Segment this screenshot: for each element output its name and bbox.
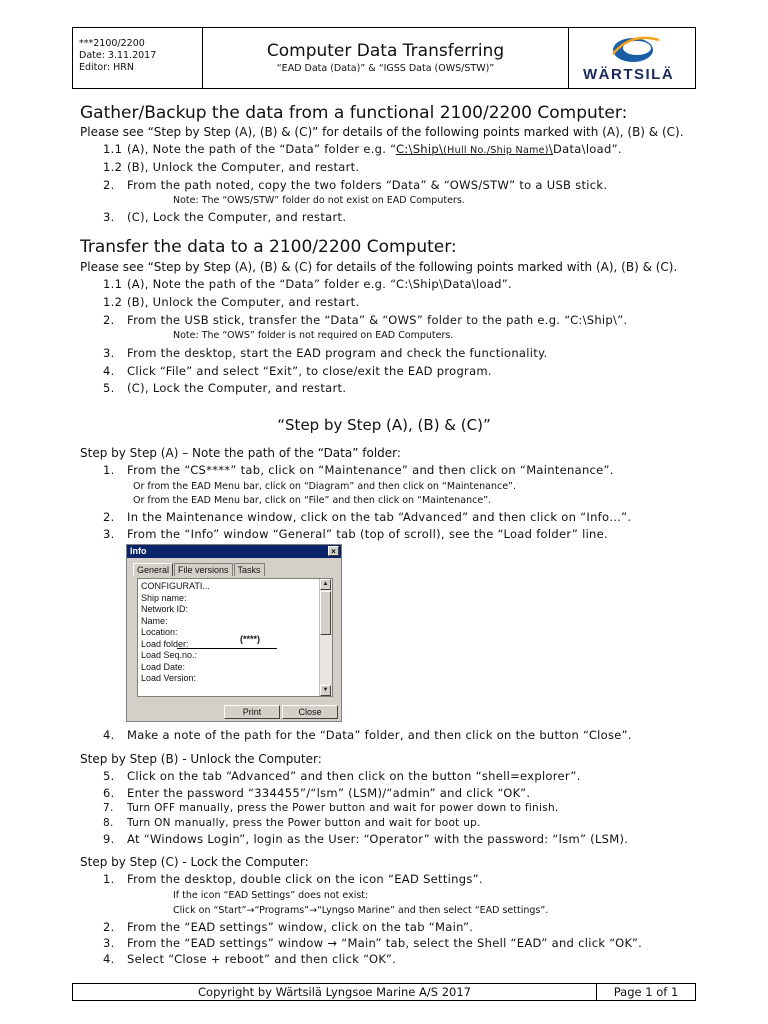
step-c-item-2: 2. From the “EAD settings” window, click on the tab “Main”. xyxy=(103,920,474,934)
info-window xyxy=(126,544,342,722)
gather-note: Note: The “OWS/STW” folder do not exist on EAD Computers. xyxy=(173,195,465,206)
step-a-item-3: 3. From the “Info” window “General” tab (top of scroll), see the “Load folder” line. xyxy=(103,527,608,541)
doc-subtitle: “EAD Data (Data)” & “IGSS Data (OWS/STW)” xyxy=(276,63,495,74)
list-item: Load Seq.no.: xyxy=(141,650,198,660)
step-b-item-9: 9. At “Windows Login”, login as the User: “Operator” with the password: “lsm” (LSM). xyxy=(103,832,629,846)
gather-intro: Please see “Step by Step (A), (B) & (C)” for details of the following points marked with (A), (B) & (C). xyxy=(80,125,684,139)
gather-item-1-1: 1.1 (A), Note the path of the “Data” folder e.g. “C:\Ship\(Hull No./Ship Name)\Data\load”. xyxy=(103,142,622,156)
doc-date: Date: 3.11.2017 xyxy=(79,50,157,61)
list-item: Load Date: xyxy=(141,661,186,672)
marker-underline xyxy=(177,648,277,649)
footer-copyright: Copyright by Wärtsilä Lyngsoe Marine A/S 2017 xyxy=(73,984,597,1000)
transfer-intro: Please see “Step by Step (A), (B) & (C) for details of the following points marked with (A), (B) & (C). xyxy=(80,260,678,274)
step-a-item-4: 4. Make a note of the path for the “Data” folder, and then click on the button “Close”. xyxy=(103,728,632,742)
info-list[interactable] xyxy=(137,578,333,697)
steps-heading: “Step by Step (A), (B) & (C)” xyxy=(277,416,491,434)
step-c-title: Step by Step (C) - Lock the Computer: xyxy=(80,855,309,869)
step-a-sub-1: Or from the EAD Menu bar, click on “Diagram” and then click on “Maintenance”. xyxy=(133,481,517,492)
step-c-item-1: 1. From the desktop, double click on the icon “EAD Settings”. xyxy=(103,872,483,886)
gather-item-2: 2. From the path noted, copy the two folders “Data” & “OWS/STW” to a USB stick. xyxy=(103,178,608,192)
scrollbar[interactable] xyxy=(319,579,332,696)
step-b-item-5: 5. Click on the tab “Advanced” and then click on the button “shell=explorer”. xyxy=(103,769,581,783)
step-c-item-3: 3. From the “EAD settings” window → “Main” tab, select the Shell “EAD” and click “OK”. xyxy=(103,936,643,950)
doc-editor: Editor: HRN xyxy=(79,62,135,73)
doc-title: Computer Data Transferring xyxy=(266,41,505,61)
tab-general[interactable]: General xyxy=(133,563,173,576)
step-c-sub-1: If the icon “EAD Settings” does not exist: xyxy=(173,890,369,901)
step-a-item-1: 1. From the “CS****” tab, click on “Maintenance” and then click on “Maintenance”. xyxy=(103,463,614,477)
list-item-load-folder: Load folder: xyxy=(141,638,189,649)
scroll-down-icon[interactable]: ▼ xyxy=(320,685,331,696)
step-a-sub-2: Or from the EAD Menu bar, click on “File” and then click on “Maintenance”. xyxy=(133,495,492,506)
step-a-item-2: 2. In the Maintenance window, click on the tab “Advanced” and then click on “Info…”. xyxy=(103,510,632,524)
scroll-thumb[interactable] xyxy=(320,591,331,635)
step-c-item-4: 4. Select “Close + reboot” and then click “OK”. xyxy=(103,952,397,966)
transfer-item-1-1: 1.1 (A), Note the path of the “Data” folder e.g. “C:\Ship\Data\load”. xyxy=(103,277,512,291)
close-icon[interactable]: × xyxy=(328,546,339,556)
close-button[interactable]: Close xyxy=(282,705,338,719)
transfer-item-2: 2. From the USB stick, transfer the “Data” & “OWS” folder to the path e.g. “C:\Ship\”. xyxy=(103,313,628,327)
list-item: Location: xyxy=(141,627,178,637)
list-item: Network ID: xyxy=(141,604,189,614)
transfer-note: Note: The “OWS” folder is not required on EAD Computers. xyxy=(173,330,454,341)
tab-file-versions[interactable]: File versions xyxy=(174,563,233,576)
step-a-title: Step by Step (A) – Note the path of the “Data” folder: xyxy=(80,446,401,460)
transfer-item-3: 3. From the desktop, start the EAD program and check the functionality. xyxy=(103,346,548,360)
footer-box xyxy=(72,983,696,1001)
tab-tasks[interactable]: Tasks xyxy=(234,563,265,576)
list-item: Load Version: xyxy=(141,673,197,683)
info-window-title: Info xyxy=(130,546,147,556)
transfer-item-5: 5. (C), Lock the Computer, and restart. xyxy=(103,381,347,395)
step-b-title: Step by Step (B) - Unlock the Computer: xyxy=(80,752,322,766)
load-folder-marker: (****) xyxy=(240,634,261,644)
info-window-titlebar xyxy=(127,545,341,558)
transfer-item-1-2: 1.2 (B), Unlock the Computer, and restart. xyxy=(103,295,360,309)
header-box xyxy=(72,27,696,89)
doc-info xyxy=(73,28,203,88)
step-b-item-8: 8. Turn ON manually, press the Power button and wait for boot up. xyxy=(103,817,481,829)
info-rows xyxy=(141,581,210,685)
wartsila-logo-icon xyxy=(569,28,695,68)
step-c-sub-2: Click on “Start”→“Programs”→“Lyngso Marine” and then select “EAD settings”. xyxy=(173,905,549,916)
transfer-item-4: 4. Click “File” and select “Exit”, to close/exit the EAD program. xyxy=(103,364,492,378)
list-item: CONFIGURATI... xyxy=(141,581,210,591)
gather-item-3: 3. (C), Lock the Computer, and restart. xyxy=(103,210,347,224)
doc-title-cell xyxy=(203,28,569,88)
footer-page-number: Page 1 of 1 xyxy=(613,985,679,999)
logo-text: WÄRTSILÄ xyxy=(583,66,675,83)
gather-heading: Gather/Backup the data from a functional 2100/2200 Computer: xyxy=(80,103,628,123)
print-button[interactable]: Print xyxy=(224,705,280,719)
transfer-heading: Transfer the data to a 2100/2200 Computer: xyxy=(80,237,457,257)
info-tabs xyxy=(133,563,266,576)
list-item: Ship name: xyxy=(141,592,187,603)
step-b-item-7: 7. Turn OFF manually, press the Power button and wait for power down to finish. xyxy=(103,802,559,814)
scroll-up-icon[interactable]: ▲ xyxy=(320,579,331,590)
doc-id: ***2100/2200 xyxy=(79,38,145,49)
gather-item-1-2: 1.2 (B), Unlock the Computer, and restart. xyxy=(103,160,360,174)
logo xyxy=(569,28,695,88)
step-b-item-6: 6. Enter the password “334455”/“lsm” (LSM)/“admin” and click “OK”. xyxy=(103,786,531,800)
list-item: Name: xyxy=(141,615,168,626)
